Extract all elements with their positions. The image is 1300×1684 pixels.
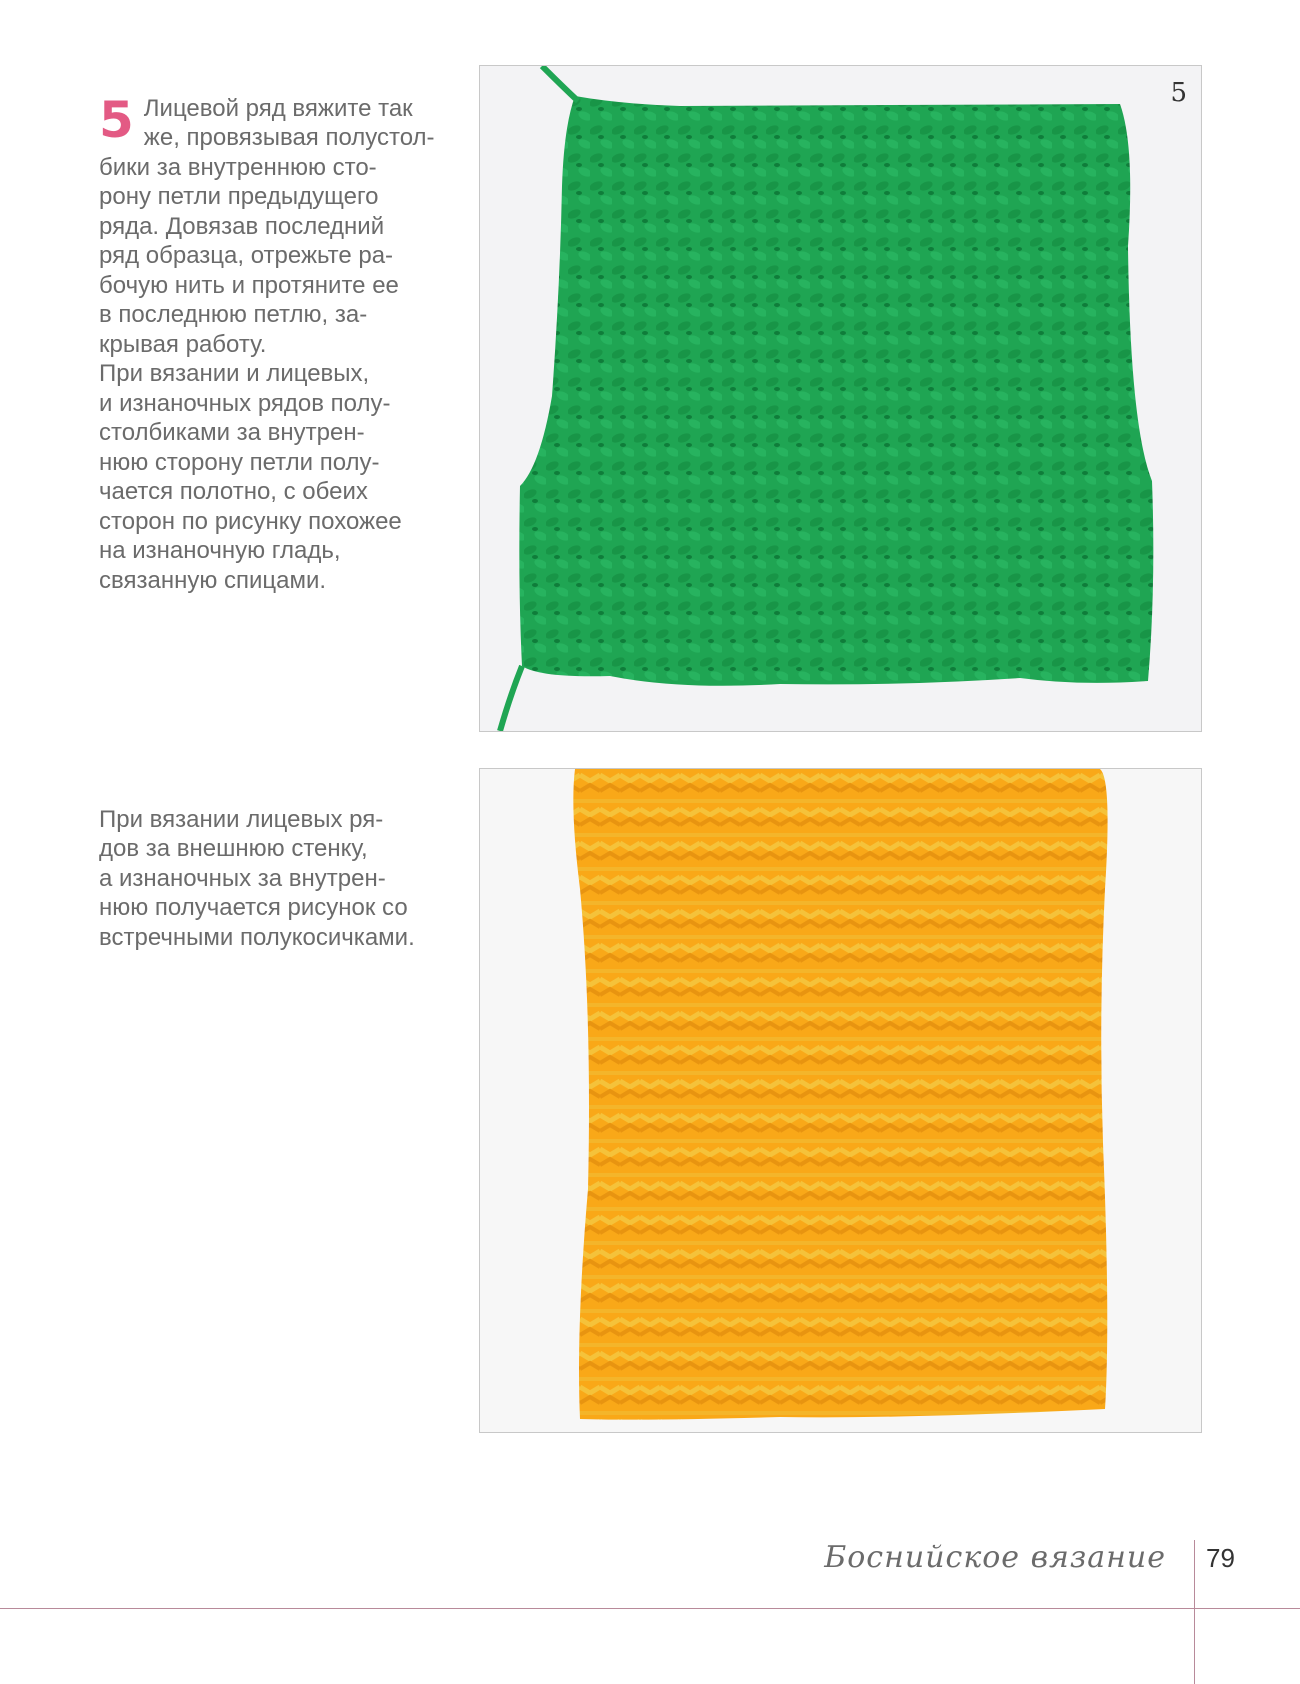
- footer-rule: [0, 1608, 1300, 1609]
- green-knit-swatch: [480, 66, 1201, 731]
- orange-knit-swatch: [480, 769, 1201, 1432]
- page-number: 79: [1206, 1543, 1235, 1573]
- footer-divider: [1194, 1540, 1195, 1684]
- pattern-note: [99, 775, 461, 952]
- step-5-text: Лицевой ряд вяжите так же, провязывая полустол- бики за внутреннюю сто- рону петли предыдущего ряда. Довязав последний ряд образца, отрежьте ра- бочую нить и протяните ее в последнюю петлю, за- крывая работу. При вязании и лицевых, и изнаночных рядов полу- столбиками за внутрен- нюю сторону петли полу- чается полотно, с обеих сторон по рисунку похожее на изнаночную гладь, связанную спицами.: [99, 94, 435, 594]
- step-5-description: [99, 64, 461, 595]
- pattern-note-text: При вязании лицевых ря- дов за внешнюю стенку, а изнаночных за внутрен- нюю получается рисунок со встречными полукосичками.: [99, 805, 415, 951]
- running-title: Боснийское вязание: [824, 1540, 1166, 1575]
- green-swatch-photo: [479, 65, 1202, 732]
- step-number: 5: [99, 90, 134, 149]
- orange-swatch-photo: [479, 768, 1202, 1433]
- photo-step-label: 5: [1170, 78, 1187, 108]
